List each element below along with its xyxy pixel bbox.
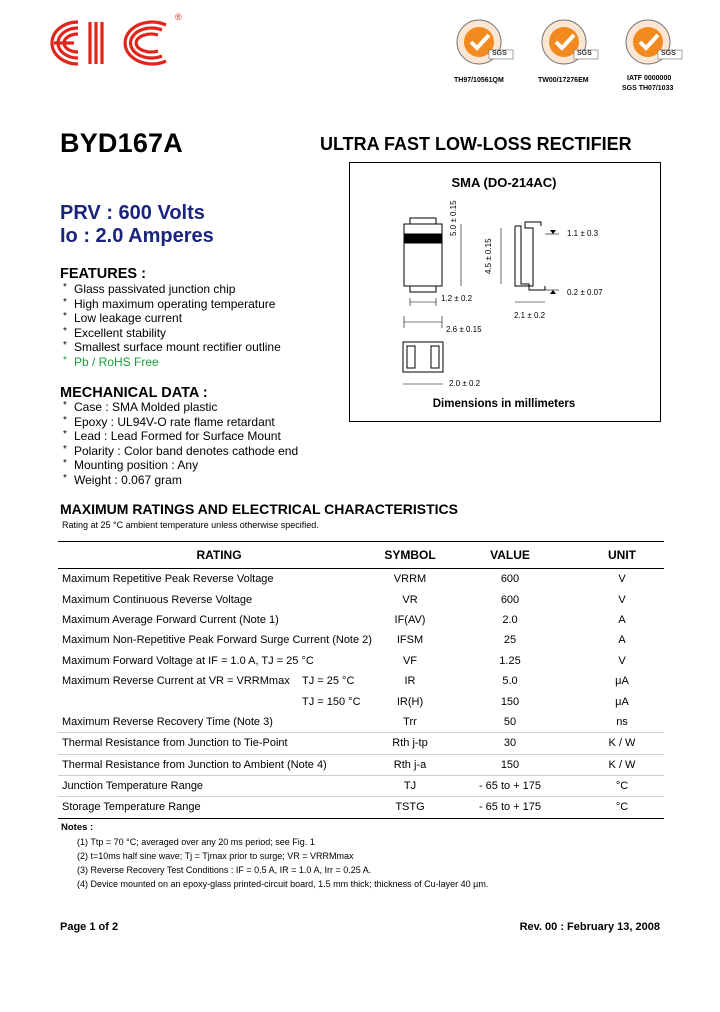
features-list	[62, 282, 281, 370]
cell-unit: V	[618, 573, 626, 586]
cell-rating: Maximum Continuous Reverse Voltage	[62, 593, 253, 606]
cell-rating: Maximum Average Forward Current (Note 1)	[62, 613, 279, 626]
cell-unit: μA	[615, 675, 629, 688]
prv-rating: PRV : 600 Volts	[60, 202, 205, 224]
cell-symbol: IFSM	[396, 634, 424, 647]
cell-symbol: IF(AV)	[394, 613, 426, 626]
cell-unit: V	[618, 654, 626, 667]
table-row	[58, 651, 664, 671]
cell-value: 5.0	[502, 675, 518, 688]
cell-unit: K / W	[580, 733, 664, 754]
cell-symbol: TJ	[380, 775, 440, 796]
cell-unit: °C	[580, 775, 664, 796]
cell-symbol: Rth j-a	[380, 754, 440, 775]
table-row	[58, 671, 664, 691]
mechanical-heading: MECHANICAL DATA :	[60, 385, 208, 401]
note-item: (4) Device mounted on an epoxy-glass printed-circuit board, 1.5 mm thick; thickness of Cu-layer 40 µm.	[77, 879, 489, 889]
cell-rating: Junction Temperature Range	[58, 775, 380, 796]
cell-rating	[58, 691, 380, 711]
cell-unit: °C	[580, 797, 664, 818]
cell-rating: Maximum Repetitive Peak Reverse Voltage	[62, 573, 274, 586]
sgs-mark: SGS	[661, 50, 676, 57]
certificate-code-2: SGS TH07/1033	[622, 85, 674, 92]
cell-value: - 65 to + 175	[440, 797, 580, 818]
product-subtitle: ULTRA FAST LOW-LOSS RECTIFIER	[320, 134, 632, 154]
cell-value: 150	[440, 754, 580, 775]
cell-value: 150	[500, 695, 520, 708]
revision-date: Rev. 00 : February 13, 2008	[519, 921, 660, 933]
cell-unit: ns	[580, 712, 664, 733]
list-item: * Polarity : Color band denotes cathode end	[62, 444, 298, 459]
list-item-rohs: * Pb / RoHS Free	[62, 355, 281, 370]
cell-symbol: IR(H)	[396, 695, 424, 708]
dim-bottom-width: 2.0 ± 0.2	[449, 379, 481, 388]
list-item: * Mounting position : Any	[62, 458, 298, 473]
cell-value: 600	[500, 593, 520, 606]
col-rating: RATING	[58, 542, 380, 569]
cell-symbol: Trr	[380, 712, 440, 733]
certificate-code: TW00/17276EM	[538, 77, 589, 84]
cell-rating: Thermal Resistance from Junction to Tie-Point	[58, 733, 380, 754]
list-item: * Lead : Lead Formed for Surface Mount	[62, 429, 298, 444]
mechanical-list	[62, 400, 298, 488]
table-row	[58, 610, 664, 630]
table-row	[58, 775, 664, 796]
features-heading: FEATURES :	[60, 266, 146, 282]
table-row	[58, 569, 664, 590]
cell-rating: Maximum Forward Voltage at IF = 1.0 A, TJ = 25 °C	[62, 654, 314, 667]
cell-unit: V	[618, 593, 626, 606]
list-item: * Weight : 0.067 gram	[62, 473, 298, 488]
page-number: Page 1 of 2	[60, 921, 119, 933]
ratings-note: Rating at 25 °C ambient temperature unless otherwise specified.	[62, 520, 319, 530]
table-row	[58, 712, 664, 733]
certificate-code: TH97/10561QM	[454, 77, 504, 84]
col-unit: UNIT	[580, 542, 664, 569]
cell-symbol: IR	[404, 675, 416, 688]
cell-symbol: Rth j-tp	[380, 733, 440, 754]
eic-logo	[38, 14, 188, 72]
part-number: BYD167A	[60, 128, 183, 158]
table-row	[58, 733, 664, 754]
cell-unit: A	[618, 613, 626, 626]
table-row	[58, 797, 664, 818]
certification-badge-3	[614, 12, 688, 78]
list-item: * Glass passivated junction chip	[62, 282, 281, 297]
cell-value: 600	[500, 573, 520, 586]
cell-unit: μA	[615, 695, 629, 708]
cell-value: 25	[503, 634, 517, 647]
dim-body-height: 5.0 ± 0.15	[449, 200, 458, 236]
package-drawing	[349, 162, 659, 420]
certification-badge-1	[445, 12, 519, 78]
cell-symbol: VRRM	[393, 573, 427, 586]
col-value: VALUE	[440, 542, 580, 569]
cell-rating: Maximum Reverse Recovery Time (Note 3)	[58, 712, 380, 733]
ratings-summary	[60, 202, 214, 248]
table-row	[58, 630, 664, 650]
package-title: SMA (DO-214AC)	[451, 175, 557, 190]
cell-value: 2.0	[502, 613, 518, 626]
cell-value: 1.25	[499, 654, 521, 667]
cell-rating	[58, 671, 380, 691]
cell-symbol: TSTG	[380, 797, 440, 818]
ratings-table	[58, 541, 664, 819]
io-rating: Io : 2.0 Amperes	[60, 225, 214, 247]
notes-heading: Notes :	[61, 822, 94, 833]
cell-symbol: VR	[402, 593, 418, 606]
dim-lead-thickness: 1.1 ± 0.3	[567, 229, 599, 238]
dim-side-width: 2.1 ± 0.2	[514, 311, 546, 320]
cell-rating-text: Maximum Reverse Current at VR = VRRMmax	[62, 675, 290, 688]
table-row	[58, 691, 664, 711]
dim-lead-offset: 0.2 ± 0.07	[567, 288, 603, 297]
cell-unit: K / W	[580, 754, 664, 775]
list-item: * High maximum operating temperature	[62, 297, 281, 312]
registered-mark: ®	[175, 12, 182, 22]
cell-rating: Thermal Resistance from Junction to Ambient (Note 4)	[58, 754, 380, 775]
dimensions-caption: Dimensions in millimeters	[432, 398, 576, 410]
dim-side-height: 4.5 ± 0.15	[484, 238, 493, 274]
cell-value: 50	[440, 712, 580, 733]
list-item: * Low leakage current	[62, 311, 281, 326]
cell-condition: TJ = 150 °C	[302, 695, 361, 708]
list-item: * Case : SMA Molded plastic	[62, 400, 298, 415]
cell-symbol: VF	[402, 654, 418, 667]
table-row	[58, 589, 664, 609]
dim-body-width: 2.6 ± 0.15	[446, 325, 482, 334]
table-row	[58, 754, 664, 775]
list-item: * Epoxy : UL94V-O rate flame retardant	[62, 415, 298, 430]
list-item: * Excellent stability	[62, 326, 281, 341]
cell-rating: Maximum Non-Repetitive Peak Forward Surge Current (Note 2)	[62, 634, 372, 647]
sgs-mark: SGS	[577, 50, 592, 57]
dim-lead-width: 1.2 ± 0.2	[441, 294, 473, 303]
note-item: (2) t=10ms half sine wave; Tj = Tjmax prior to surge; VR = VRRMmax	[77, 851, 354, 861]
cell-unit: A	[618, 634, 626, 647]
table-header-row	[58, 542, 664, 569]
cell-condition: TJ = 25 °C	[302, 675, 355, 688]
certificate-code: IATF 0000000	[627, 75, 672, 82]
cell-value: 30	[440, 733, 580, 754]
cell-rating: Storage Temperature Range	[58, 797, 380, 818]
col-symbol: SYMBOL	[380, 542, 440, 569]
certification-badge-2	[530, 12, 604, 78]
ratings-title: MAXIMUM RATINGS AND ELECTRICAL CHARACTERISTICS	[60, 501, 458, 517]
list-item: * Smallest surface mount rectifier outline	[62, 340, 281, 355]
note-item: (3) Reverse Recovery Test Conditions : IF = 0.5 A, IR = 1.0 A, Irr = 0.25 A.	[77, 865, 372, 875]
sgs-mark: SGS	[492, 50, 507, 57]
cell-value: - 65 to + 175	[440, 775, 580, 796]
note-item: (1) Ttp = 70 °C; averaged over any 20 ms period; see Fig. 1	[77, 837, 315, 847]
